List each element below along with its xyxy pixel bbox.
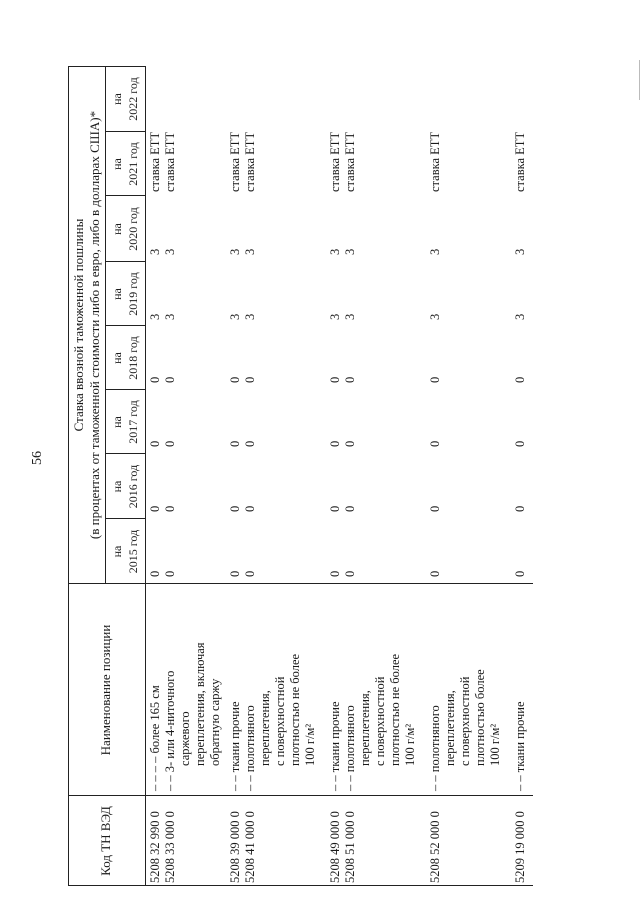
row-name-line: саржевого [178,711,192,766]
row-rate: 0 [328,505,342,512]
row-rate: 3 [243,313,257,320]
name-column-header: Наименование позиции [98,624,113,756]
row-rate: 0 [428,570,442,577]
row-name-line: – – ткани прочие [513,701,527,791]
row-code: 5208 33 000 0 [163,811,177,883]
page-number: 56 [30,451,45,465]
row-rate: 0 [148,376,162,383]
row-rate: ставка ЕТТ [243,131,257,192]
row-name-line: обратную саржу [208,678,222,766]
row-rate: 0 [343,570,357,577]
row-rate: 0 [148,440,162,447]
row-rate: 3 [148,313,162,320]
row-rate: 0 [148,570,162,577]
row-name-line: – – полотняного [343,705,357,791]
row-rate: 0 [428,376,442,383]
row-rate: 3 [328,248,342,255]
row-code: 5208 52 000 0 [428,811,442,883]
year-header-label: 2017 год [126,400,140,444]
code-column-separator [68,795,533,796]
row-rate: 0 [228,376,242,383]
row-rate: 3 [163,248,177,255]
row-rate: 0 [163,440,177,447]
row-rate: 3 [513,313,527,320]
row-name-line: с поверхностной [458,676,472,766]
row-rate: 3 [228,313,242,320]
row-name-line: 100 г/м² [488,723,502,766]
year-header-label: 2018 год [126,336,140,380]
table-top-border [68,66,69,886]
row-name-line: плотностью не более [288,653,302,766]
row-rate: ставка ЕТТ [343,131,357,192]
row-rate: 0 [328,376,342,383]
row-rate: 0 [243,505,257,512]
year-header-na: на [110,223,124,235]
row-rate: ставка ЕТТ [428,131,442,192]
tariff-table [68,66,533,886]
row-code: 5208 41 000 0 [243,811,257,883]
row-rate: 0 [228,505,242,512]
code-column-header: Код ТН ВЭД [98,806,113,876]
row-name-line: переплетения, [258,690,272,766]
row-name-line: – – ткани прочие [328,701,342,791]
row-rate: ставка ЕТТ [328,131,342,192]
year-header-na: на [110,480,124,493]
year-header-label: 2016 год [126,464,140,509]
row-rate: 0 [343,376,357,383]
row-rate: ставка ЕТТ [513,131,527,192]
row-name-line: с поверхностной [373,676,387,766]
rotated-tariff-table [68,66,533,886]
row-rate: 3 [148,248,162,255]
row-rate: 0 [163,376,177,383]
row-rate: 0 [343,505,357,512]
row-rate: 0 [513,505,527,512]
row-name-line: плотностью более [473,669,487,766]
row-code: 5208 39 000 0 [228,811,242,883]
row-rate: 3 [428,313,442,320]
year-header-label: 2022 год [126,77,140,121]
row-rate: 3 [343,248,357,255]
row-rate: 0 [513,440,527,447]
year-header-na: на [110,545,124,558]
row-rate: 0 [428,440,442,447]
year-header-na: на [110,158,124,170]
row-rate: 0 [243,376,257,383]
row-name-line: – – ткани прочие [228,701,242,791]
year-header-na: на [110,416,124,428]
row-rate: 3 [513,248,527,255]
row-rate: 0 [243,440,257,447]
year-header-label: 2020 год [126,207,140,251]
row-rate: ставка ЕТТ [148,131,162,192]
row-rate: 0 [228,570,242,577]
row-code: 5209 19 000 0 [513,811,527,883]
year-header-na: на [110,352,124,364]
row-name-line: – – полотняного [428,705,442,791]
row-rate: 0 [328,440,342,447]
row-rate: 0 [228,440,242,447]
row-rate: 0 [243,570,257,577]
row-rate: 0 [513,570,527,577]
year-header-na: на [110,93,124,105]
row-rate: 0 [163,570,177,577]
row-rate: 0 [343,440,357,447]
row-rate: 3 [163,313,177,320]
row-rate: 0 [163,505,177,512]
row-name-line: – – 3- или 4-ниточного [163,670,177,791]
row-code: 5208 51 000 0 [343,811,357,883]
row-name-line: переплетения, включая [193,642,207,766]
row-rate: 3 [428,248,442,255]
rate-title-line1: Ставка ввозной таможенной пошлины [71,218,86,432]
year-header-na: на [110,288,124,300]
row-name-line: 100 г/м² [403,723,417,766]
row-name-line: переплетения, [358,690,372,766]
row-rate: 3 [343,313,357,320]
row-name-line: плотностью не более [388,653,402,766]
row-rate: ставка ЕТТ [163,131,177,192]
rate-title-line2: (в процентах от таможенной стоимости либо в евро, либо в долларах США)* [87,110,102,540]
row-code: 5208 49 000 0 [328,811,342,883]
row-name-line: – – полотняного [243,705,257,791]
row-name-line: 100 г/м² [303,723,317,766]
row-name-line: с поверхностной [273,676,287,766]
row-rate: 3 [243,248,257,255]
header-bottom-line [145,66,146,886]
row-rate: ставка ЕТТ [228,131,242,192]
table-left-border [68,885,533,886]
row-name-line: переплетения, [443,690,457,766]
row-rate: 3 [328,313,342,320]
year-header-label: 2019 год [126,272,140,316]
row-name-line: – – – – более 165 см [148,685,162,791]
row-rate: 0 [328,570,342,577]
year-header-label: 2021 год [126,142,140,186]
row-rate: 0 [513,376,527,383]
year-header-label: 2015 год [126,529,140,574]
row-rate: 0 [148,505,162,512]
row-rate: 0 [428,505,442,512]
row-code: 5208 32 990 0 [148,811,162,883]
row-rate: 3 [228,248,242,255]
